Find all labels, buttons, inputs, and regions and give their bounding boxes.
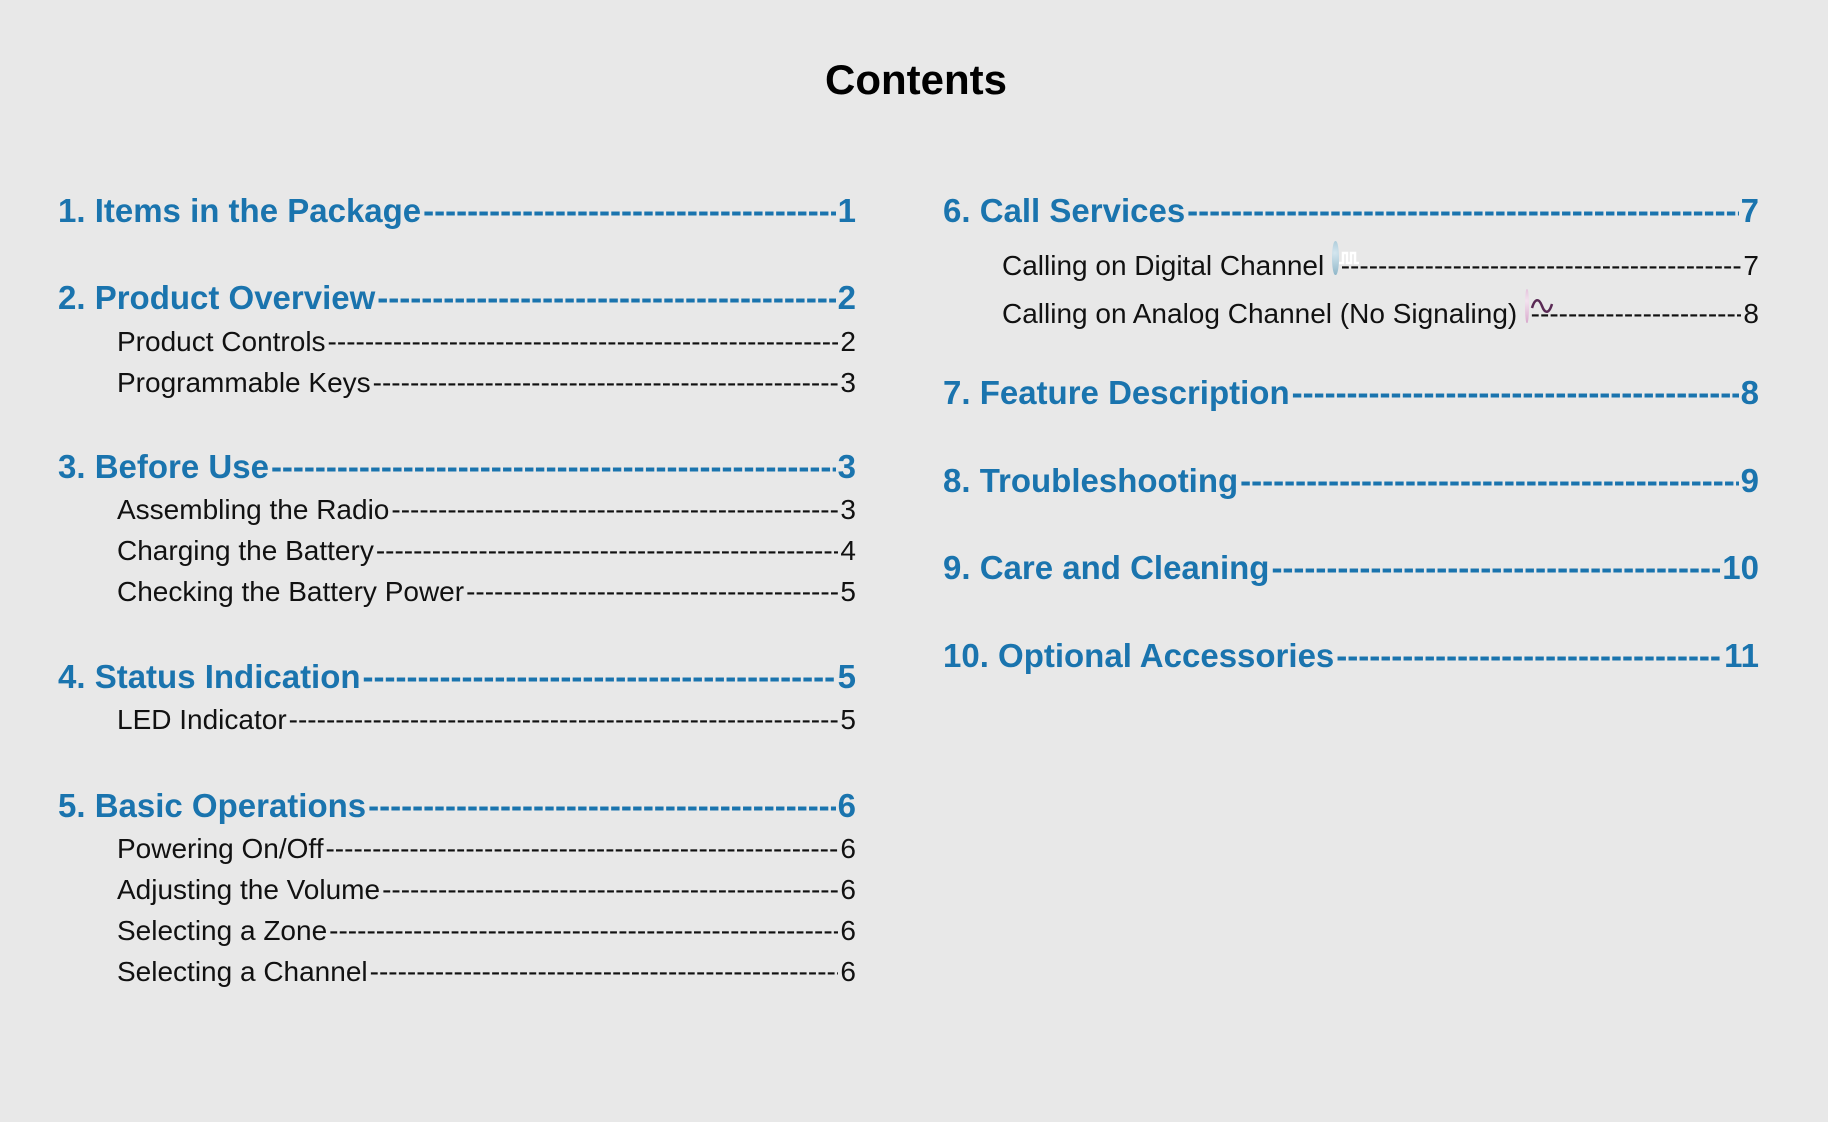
dot-leader <box>466 576 838 608</box>
toc-entry-care-and-cleaning[interactable] <box>943 549 1759 587</box>
toc-page-number: 2 <box>837 279 856 316</box>
toc-entry-call-services[interactable] <box>943 192 1759 230</box>
toc-page-number: 5 <box>840 704 856 735</box>
toc-page-number: 1 <box>837 192 856 229</box>
toc-entry-selecting-channel[interactable] <box>58 956 856 988</box>
toc-entry-calling-digital[interactable] <box>943 241 1759 282</box>
toc-entry-assembling-radio[interactable] <box>58 494 856 526</box>
toc-entry-calling-analog[interactable] <box>943 289 1759 330</box>
toc-page-number: 6 <box>840 874 856 905</box>
page-title: Contents <box>825 56 1007 103</box>
toc-entry-checking-battery-power[interactable] <box>58 576 856 608</box>
dot-leader <box>1531 298 1742 330</box>
toc-entry-basic-operations[interactable] <box>58 787 856 825</box>
toc-entry-programmable-keys[interactable] <box>58 367 856 399</box>
dot-leader <box>373 367 839 399</box>
toc-page-number: 9 <box>1740 462 1759 499</box>
toc-entry-led-indicator[interactable] <box>58 704 856 736</box>
dot-leader <box>271 448 836 486</box>
toc-entry-label: Selecting a Channel <box>117 956 368 987</box>
toc-entry-label: Product Controls <box>117 326 326 357</box>
dot-leader <box>329 915 838 947</box>
dot-leader <box>1271 549 1720 587</box>
toc-page-number: 4 <box>840 535 856 566</box>
toc-entry-feature-description[interactable] <box>943 374 1759 412</box>
toc-entry-label: LED Indicator <box>117 704 287 735</box>
toc-page-number: 11 <box>1724 637 1759 674</box>
toc-page-number: 3 <box>840 494 856 525</box>
toc-page-number: 6 <box>837 787 856 824</box>
toc-entry-label: 7. Feature Description <box>943 374 1290 411</box>
toc-entry-label: 8. Troubleshooting <box>943 462 1239 499</box>
toc-entry-items-in-package[interactable] <box>58 192 856 230</box>
dot-leader <box>328 326 839 358</box>
toc-entry-selecting-zone[interactable] <box>58 915 856 947</box>
analog-channel-icon <box>1525 289 1528 323</box>
toc-entry-label: Charging the Battery <box>117 535 374 566</box>
toc-entry-label: 4. Status Indication <box>58 658 361 695</box>
toc-entry-label: Programmable Keys <box>117 367 371 398</box>
dot-leader <box>1187 192 1738 230</box>
toc-page-number: 5 <box>840 576 856 607</box>
dot-leader <box>1336 637 1722 675</box>
toc-page-number: 10 <box>1722 549 1759 586</box>
toc-page-number: 3 <box>840 367 856 398</box>
dot-leader <box>1292 374 1739 412</box>
toc-entry-label: 6. Call Services <box>943 192 1186 229</box>
toc-entry-before-use[interactable] <box>58 448 856 486</box>
toc-entry-charging-battery[interactable] <box>58 535 856 567</box>
toc-page-number: 6 <box>840 915 856 946</box>
digital-channel-icon <box>1332 241 1339 275</box>
toc-entry-powering-on-off[interactable] <box>58 833 856 865</box>
dot-leader <box>391 494 838 526</box>
toc-entry-troubleshooting[interactable] <box>943 462 1759 500</box>
toc-entry-label: 1. Items in the Package <box>58 192 422 229</box>
dot-leader <box>376 535 839 567</box>
toc-entry-label: 9. Care and Cleaning <box>943 549 1270 586</box>
toc-entry-optional-accessories[interactable] <box>943 637 1759 675</box>
toc-page-number: 7 <box>1743 250 1759 281</box>
toc-entry-label: 10. Optional Accessories <box>943 637 1335 674</box>
toc-entry-label: Calling on Analog Channel (No Signaling) <box>1002 298 1518 329</box>
toc-page-number: 5 <box>837 658 856 695</box>
dot-leader <box>289 704 839 736</box>
toc-entry-product-controls[interactable] <box>58 326 856 358</box>
dot-leader <box>382 874 838 906</box>
toc-entry-label: Selecting a Zone <box>117 915 328 946</box>
toc-page-number: 6 <box>840 833 856 864</box>
dot-leader <box>1240 462 1738 500</box>
toc-entry-label: 3. Before Use <box>58 448 269 485</box>
toc-page-number: 6 <box>840 956 856 987</box>
toc-page-number: 2 <box>840 326 856 357</box>
toc-page-number: 8 <box>1743 298 1759 329</box>
toc-entry-label: 5. Basic Operations <box>58 787 367 824</box>
dot-leader <box>325 833 838 865</box>
toc-entry-label: Assembling the Radio <box>117 494 390 525</box>
dot-leader <box>423 192 835 230</box>
toc-entry-label: Adjusting the Volume <box>117 874 381 905</box>
toc-page-number: 8 <box>1740 374 1759 411</box>
dot-leader <box>368 787 836 825</box>
toc-entry-label: Powering On/Off <box>117 833 324 864</box>
toc-page-number: 3 <box>837 448 856 485</box>
toc-entry-label: Checking the Battery Power <box>117 576 465 607</box>
toc-entry-status-indication[interactable] <box>58 658 856 696</box>
dot-leader <box>370 956 839 988</box>
toc-page-number: 7 <box>1740 192 1759 229</box>
dot-leader <box>1341 250 1742 282</box>
toc-entry-adjusting-volume[interactable] <box>58 874 856 906</box>
toc-entry-product-overview[interactable] <box>58 279 856 317</box>
dot-leader <box>363 658 836 696</box>
toc-entry-label: 2. Product Overview <box>58 279 376 316</box>
dot-leader <box>377 279 835 317</box>
toc-entry-label: Calling on Digital Channel <box>1002 250 1325 281</box>
